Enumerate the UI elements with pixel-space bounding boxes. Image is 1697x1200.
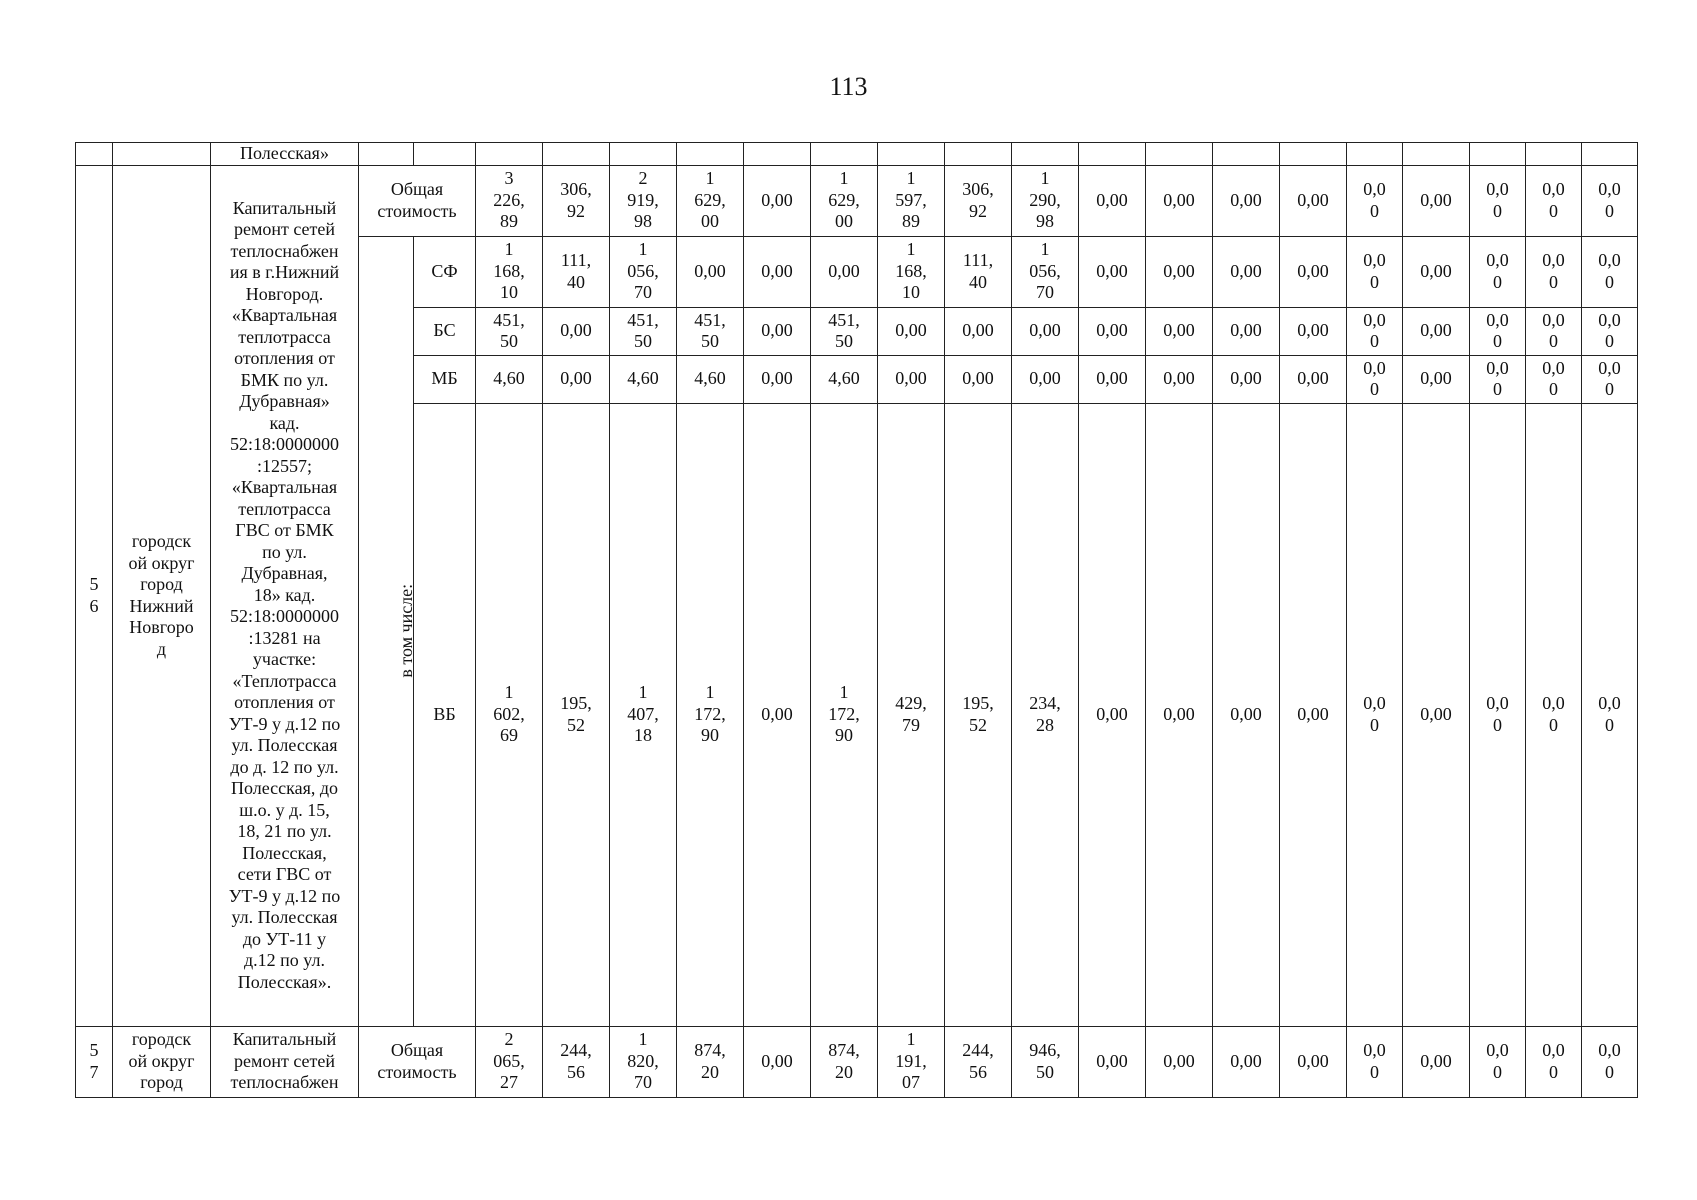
value-cell: 0,00 (1079, 355, 1146, 403)
value-cell: 0,0 0 (1470, 1026, 1526, 1097)
value-cell: 0,00 (1403, 403, 1470, 1026)
value-cell: 0,00 (1146, 236, 1213, 307)
value-cell: 0,00 (1079, 165, 1146, 236)
value-cell: 0,00 (1079, 307, 1146, 355)
value-cell: 0,0 0 (1526, 1026, 1582, 1097)
value-cell: 3 226, 89 (476, 165, 543, 236)
including-label-cell (359, 236, 417, 1026)
value-cell: 1 056, 70 (1012, 236, 1079, 307)
value-cell: 0,00 (677, 236, 744, 307)
value-cell (1079, 143, 1146, 166)
value-cell: 0,0 0 (1347, 403, 1403, 1026)
value-cell: 0,0 0 (1582, 1026, 1638, 1097)
value-cell: 1 602, 69 (476, 403, 543, 1026)
value-cell: 0,00 (1403, 307, 1470, 355)
value-cell: 874, 20 (677, 1026, 744, 1097)
value-cell: 0,00 (1403, 1026, 1470, 1097)
value-cell: 0,0 0 (1526, 236, 1582, 307)
value-cell: 0,0 0 (1582, 236, 1638, 307)
value-cell: 0,0 0 (1470, 236, 1526, 307)
value-cell: 1 597, 89 (878, 165, 945, 236)
value-cell (476, 143, 543, 166)
municipality-cell (113, 143, 211, 166)
row-number: 5 7 (76, 1026, 113, 1097)
value-cell: 0,0 0 (1470, 355, 1526, 403)
page-number: 113 (829, 72, 868, 101)
table-row (76, 1026, 1638, 1097)
budget-table (75, 142, 1638, 1098)
value-cell: 4,60 (476, 355, 543, 403)
source-label: МБ (414, 355, 476, 403)
description-cell: Капитальный ремонт сетей теплоснабжен (211, 1026, 359, 1097)
value-cell (1012, 143, 1079, 166)
value-cell: 0,00 (543, 307, 610, 355)
value-cell: 0,00 (1146, 165, 1213, 236)
value-cell: 0,00 (1012, 355, 1079, 403)
value-cell: 0,00 (1280, 165, 1347, 236)
value-cell (878, 143, 945, 166)
total-label: Общая стоимость (359, 165, 476, 236)
value-cell (945, 143, 1012, 166)
value-cell: 0,00 (1146, 307, 1213, 355)
value-cell: 0,00 (1146, 403, 1213, 1026)
value-cell: 0,00 (1280, 355, 1347, 403)
value-cell: 0,00 (744, 1026, 811, 1097)
description-cell: Полесская» (211, 143, 359, 166)
value-cell: 2 919, 98 (610, 165, 677, 236)
value-cell: 0,0 0 (1526, 403, 1582, 1026)
value-cell: 0,0 0 (1582, 307, 1638, 355)
value-cell: 0,0 0 (1582, 355, 1638, 403)
value-cell: 0,0 0 (1582, 403, 1638, 1026)
value-cell: 0,0 0 (1347, 307, 1403, 355)
value-cell: 0,00 (1280, 403, 1347, 1026)
value-cell (1280, 143, 1347, 166)
value-cell: 0,00 (1146, 355, 1213, 403)
value-cell: 4,60 (811, 355, 878, 403)
value-cell: 306, 92 (945, 165, 1012, 236)
municipality-cell: городск ой округ город Нижний Новгоро д (113, 165, 211, 1026)
value-cell: 0,00 (744, 355, 811, 403)
num-cell (76, 143, 113, 166)
value-cell: 0,00 (1213, 307, 1280, 355)
value-cell: 2 065, 27 (476, 1026, 543, 1097)
value-cell: 0,00 (1213, 403, 1280, 1026)
value-cell: 195, 52 (945, 403, 1012, 1026)
value-cell: 0,00 (744, 307, 811, 355)
value-cell: 111, 40 (945, 236, 1012, 307)
value-cell: 0,00 (878, 355, 945, 403)
value-cell: 0,0 0 (1582, 165, 1638, 236)
row-number: 5 6 (76, 165, 113, 1026)
value-cell (543, 143, 610, 166)
value-cell: 0,00 (1403, 236, 1470, 307)
value-cell: 0,00 (1280, 1026, 1347, 1097)
source-label: ВБ (414, 403, 476, 1026)
value-cell (677, 143, 744, 166)
value-cell (1213, 143, 1280, 166)
value-cell: 0,00 (744, 165, 811, 236)
total-label: Общая стоимость (359, 1026, 476, 1097)
value-cell: 111, 40 (543, 236, 610, 307)
value-cell (1582, 143, 1638, 166)
value-cell: 1 290, 98 (1012, 165, 1079, 236)
value-cell: 0,0 0 (1526, 355, 1582, 403)
value-cell: 244, 56 (543, 1026, 610, 1097)
table-body (76, 143, 1638, 1098)
table-row (76, 143, 1638, 166)
value-cell: 0,00 (811, 236, 878, 307)
value-cell: 451, 50 (811, 307, 878, 355)
value-cell: 0,00 (1213, 355, 1280, 403)
value-cell: 946, 50 (1012, 1026, 1079, 1097)
value-cell: 0,00 (1403, 355, 1470, 403)
value-cell: 234, 28 (1012, 403, 1079, 1026)
value-cell: 1 168, 10 (476, 236, 543, 307)
value-cell: 0,0 0 (1470, 307, 1526, 355)
value-cell: 0,00 (945, 355, 1012, 403)
value-cell: 0,00 (744, 403, 811, 1026)
label-cell (414, 143, 476, 166)
value-cell: 4,60 (610, 355, 677, 403)
value-cell: 0,00 (878, 307, 945, 355)
value-cell: 0,00 (744, 236, 811, 307)
value-cell: 0,00 (543, 355, 610, 403)
value-cell: 0,00 (1079, 403, 1146, 1026)
value-cell: 0,00 (1012, 307, 1079, 355)
value-cell (1403, 143, 1470, 166)
municipality-cell: городск ой округ город (113, 1026, 211, 1097)
value-cell (744, 143, 811, 166)
table-row (76, 165, 1638, 236)
value-cell: 4,60 (677, 355, 744, 403)
value-cell: 0,00 (1079, 1026, 1146, 1097)
source-label: БС (414, 307, 476, 355)
value-cell: 195, 52 (543, 403, 610, 1026)
description-cell: Капитальный ремонт сетей теплоснабжен ия в г.Нижний Новгород. «Квартальная теплотрасса отопления от БМК по ул. Дубравная» кад. 52:18:0000000 :12557; «Квартальная теплотрасса ГВС от БМК по ул. Дубравная, 18» кад. 52:18:0000000 :13281 на участке: «Теплотрасса отопления от УТ-9 у д.12 по ул. Полесская до д. 12 по ул. Полесская, до ш.о. у д. 15, 18, 21 по ул. Полесская, сети ГВС от УТ-9 у д.12 по ул. Полесская до УТ-11 у д.12 по ул. Полесская». (211, 165, 359, 1026)
value-cell: 1 056, 70 (610, 236, 677, 307)
value-cell: 1 168, 10 (878, 236, 945, 307)
value-cell: 429, 79 (878, 403, 945, 1026)
value-cell: 0,00 (945, 307, 1012, 355)
value-cell: 0,0 0 (1526, 307, 1582, 355)
value-cell: 1 191, 07 (878, 1026, 945, 1097)
value-cell (1347, 143, 1403, 166)
value-cell: 1 629, 00 (677, 165, 744, 236)
value-cell (1146, 143, 1213, 166)
value-cell: 0,0 0 (1526, 165, 1582, 236)
including-label: в том числе: (396, 584, 417, 678)
value-cell: 0,0 0 (1470, 403, 1526, 1026)
value-cell: 1 629, 00 (811, 165, 878, 236)
value-cell: 1 172, 90 (811, 403, 878, 1026)
value-cell: 0,00 (1403, 165, 1470, 236)
value-cell: 874, 20 (811, 1026, 878, 1097)
value-cell: 0,00 (1146, 1026, 1213, 1097)
value-cell: 0,00 (1213, 165, 1280, 236)
value-cell: 0,00 (1280, 307, 1347, 355)
value-cell: 1 407, 18 (610, 403, 677, 1026)
value-cell: 0,00 (1079, 236, 1146, 307)
value-cell: 0,0 0 (1347, 236, 1403, 307)
value-cell: 0,00 (1280, 236, 1347, 307)
value-cell (1470, 143, 1526, 166)
value-cell: 451, 50 (610, 307, 677, 355)
value-cell (610, 143, 677, 166)
value-cell: 0,00 (1213, 1026, 1280, 1097)
value-cell: 0,0 0 (1470, 165, 1526, 236)
value-cell: 0,0 0 (1347, 165, 1403, 236)
value-cell: 1 172, 90 (677, 403, 744, 1026)
value-cell (1526, 143, 1582, 166)
value-cell (811, 143, 878, 166)
value-cell: 0,0 0 (1347, 1026, 1403, 1097)
value-cell: 451, 50 (476, 307, 543, 355)
value-cell: 306, 92 (543, 165, 610, 236)
value-cell: 451, 50 (677, 307, 744, 355)
source-label: СФ (414, 236, 476, 307)
value-cell: 244, 56 (945, 1026, 1012, 1097)
value-cell: 0,0 0 (1347, 355, 1403, 403)
value-cell: 1 820, 70 (610, 1026, 677, 1097)
value-cell: 0,00 (1213, 236, 1280, 307)
label-cell (359, 143, 414, 166)
